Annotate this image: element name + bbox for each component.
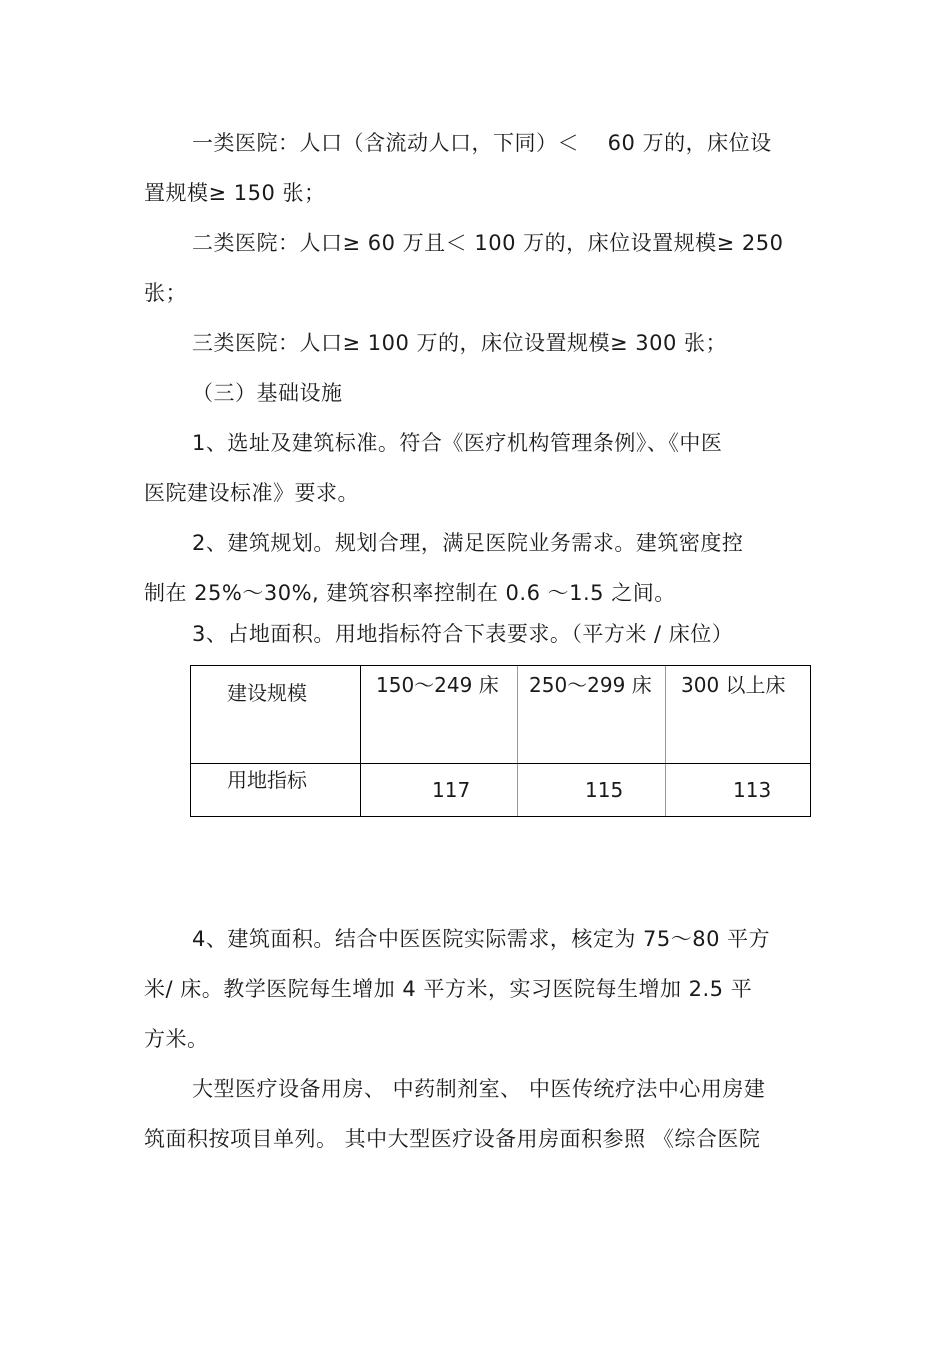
text-line: 4、建筑面积。结合中医医院实际需求，核定为 75～80 平方: [192, 927, 771, 951]
table-header-cell: 建设规模: [227, 681, 307, 705]
table-header-cell: 250～299 床: [529, 673, 652, 697]
table-divider: [517, 666, 518, 816]
text-line: 张；: [144, 281, 187, 305]
text-line: 2、建筑规划。规划合理，满足医院业务需求。建筑密度控: [192, 531, 744, 555]
text-line: 3、占地面积。用地指标符合下表要求。（平方米 / 床位）: [192, 622, 734, 646]
section-heading: （三）基础设施: [192, 381, 343, 405]
table-divider: [360, 666, 361, 816]
table-cell: 115: [585, 778, 624, 802]
table-cell: 117: [432, 778, 471, 802]
text-line: 米/ 床。教学医院每生增加 4 平方米，实习医院每生增加 2.5 平: [144, 977, 753, 1001]
text-line: 医院建设标准》要求。: [144, 481, 359, 505]
table-cell: 113: [733, 778, 772, 802]
table-divider: [191, 763, 810, 764]
text-line: 二类医院：人口≥ 60 万且＜ 100 万的，床位设置规模≥ 250: [192, 231, 784, 255]
table-header-cell: 300 以上床: [681, 673, 786, 697]
text-line: 筑面积按项目单列。 其中大型医疗设备用房面积参照 《综合医院: [144, 1127, 761, 1151]
text-line: 方米。: [144, 1027, 209, 1051]
text-line: 1、选址及建筑标准。符合《医疗机构管理条例》、《中医: [192, 431, 723, 455]
table-header-cell: 150～249 床: [376, 673, 499, 697]
text-line: 制在 25%～30%, 建筑容积率控制在 0.6 ～1.5 之间。: [144, 581, 676, 605]
table-divider: [665, 666, 666, 816]
text-line: 一类医院：人口（含流动人口，下同）＜ 60 万的，床位设: [192, 131, 772, 155]
text-line: 置规模≥ 150 张；: [144, 181, 326, 205]
text-line: 三类医院：人口≥ 100 万的，床位设置规模≥ 300 张；: [192, 331, 728, 355]
text-line: 大型医疗设备用房、 中药制剂室、 中医传统疗法中心用房建: [192, 1077, 766, 1101]
table-row-label: 用地指标: [227, 768, 307, 792]
land-use-table: [190, 665, 811, 817]
